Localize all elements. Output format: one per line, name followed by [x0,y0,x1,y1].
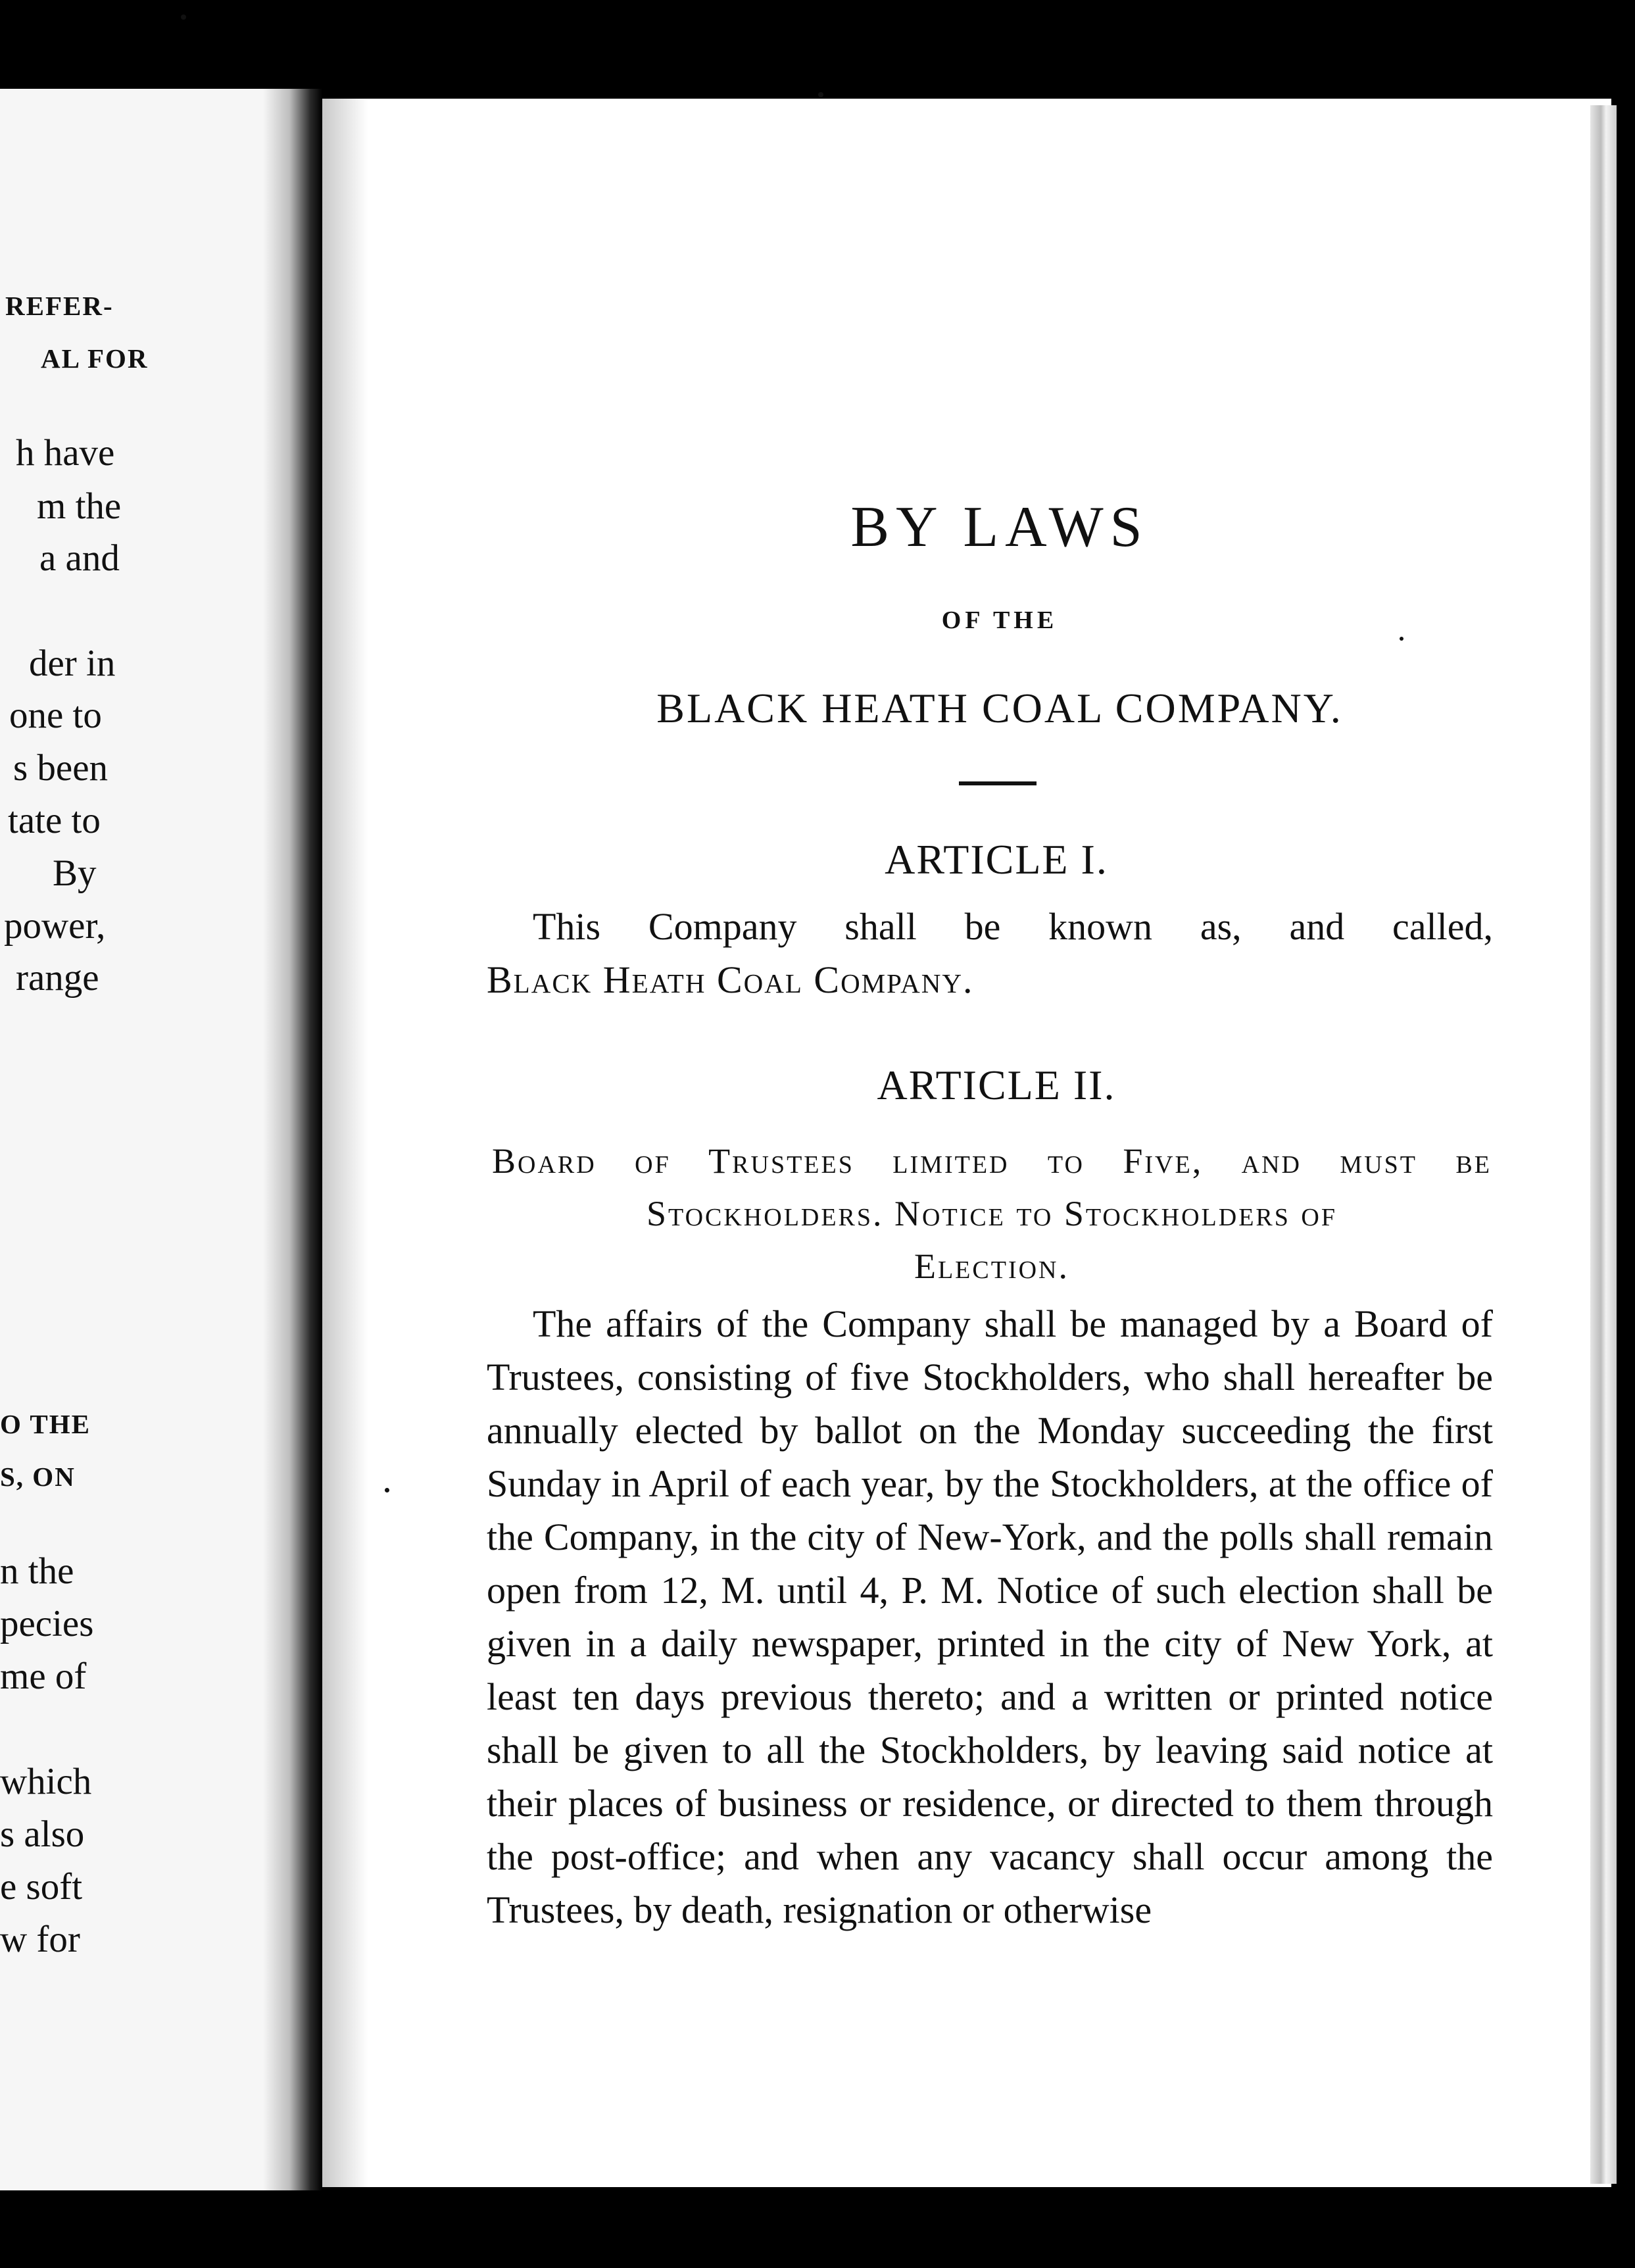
left-line: me of [0,1656,87,1697]
left-line: S, ON [0,1462,76,1492]
left-line: REFER- [5,291,114,321]
article-1-heading: ARTICLE I. [885,836,1108,883]
title-rule [959,781,1037,785]
left-line: O THE [0,1409,91,1439]
left-line: pecies [0,1603,94,1644]
company-name: BLACK HEATH COAL COMPANY. [656,685,1343,731]
page-title: BY LAWS [850,495,1149,559]
left-line: s also [0,1813,85,1855]
left-line: tate to [8,800,101,841]
left-line: one to [9,695,102,736]
scan-speck [181,14,186,20]
article-1-lead: This Company shall be known as, and called, [533,905,1493,948]
article-2-body: The affairs of the Company shall be managed by a Board of Trustees, consisting of five Stockholders, who shall hereafter be annually elected by ballot on the Monday succeeding the first Sunday in April of each year, by the Stockholders, at the office of the Company, in the city of New-York, and the polls shall remain open from 12, M. until 4, P. M. Notice of such election shall be given in a daily newspaper, printed in the city of New York, at least ten days previous thereto; and a written or printed notice shall be given to all the Stockholders, by leaving said notice at their places of business or residence, or directed to them through the post-office; and when any vacancy shall occur among the Trustees, by death, resignation or otherwise [487,1302,1493,1931]
left-line: w for [0,1919,80,1960]
article-2-subhead-3: Election. [914,1246,1069,1286]
left-line: which [0,1761,92,1802]
left-line: a and [39,537,120,579]
left-line: m the [37,485,122,527]
book-spine [263,89,322,2190]
left-line: range [16,957,99,998]
article-2-heading: ARTICLE II. [877,1062,1116,1108]
left-line: n the [0,1550,74,1592]
scan-speck [385,1488,389,1492]
left-line: power, [4,905,106,947]
left-line: By [53,852,97,894]
page-gutter-shadow [322,99,368,2187]
article-1-text [487,900,1493,1006]
scan-speck [1400,637,1403,641]
left-line: der in [29,643,116,684]
article-1-company-name: Black Heath Coal Company. [487,958,974,1001]
left-page [0,89,308,2190]
article-2-subhead-1: Board of Trustees limited to Five, and must be [492,1141,1492,1181]
left-line: AL FOR [41,343,149,374]
left-line: e soft [0,1866,83,1908]
title-connector: OF THE [941,606,1058,634]
article-2-subhead-2: Stockholders. Notice to Stockholders of [647,1194,1337,1233]
left-line: h have [16,432,115,474]
scan-speck [818,92,823,97]
page-edge [1590,105,1617,2184]
left-line: s been [13,747,109,789]
